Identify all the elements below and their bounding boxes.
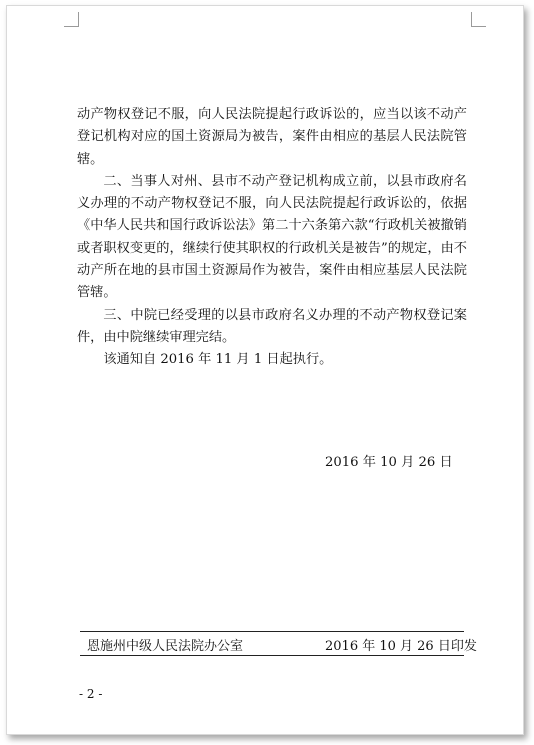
- page-number: - 2 -: [79, 687, 103, 701]
- footer-divider-bottom: [80, 655, 464, 656]
- document-body: [77, 104, 467, 372]
- crop-mark-top-left: [64, 12, 79, 27]
- signature-date: 2016 年 10 月 26 日: [325, 455, 453, 470]
- paragraph-effective-date: 该通知自 2016 年 11 月 1 日起执行。: [103, 352, 333, 368]
- crop-mark-top-right: [471, 12, 486, 27]
- footer-issuer: 恩施州中级人民法院办公室: [87, 639, 244, 654]
- paragraph-continued: 动产物权登记不服，向人民法院提起行政诉讼的，应当以该不动产登记机构对应的国土资源局为被告，案件由相应的基层人民法院管辖。: [77, 107, 467, 167]
- paragraph-item-2: 二、当事人对州、县市不动产登记机构成立前，以县市政府名义办理的不动产物权登记不服，向人民法院提起行政诉讼的，依据《中华人民共和国行政诉讼法》第二十六条第六款“行政机关被撤销或者职权变更的，继续行使其职权的行政机关是被告”的规定，由不动产所在地的县市国土资源局作为被告，案件由相应基层人民法院管辖。: [77, 173, 467, 301]
- footer-divider-top: [80, 631, 464, 632]
- document-page: [6, 5, 524, 735]
- footer-print-date: 2016 年 10 月 26 日印发: [325, 639, 477, 654]
- paragraph-item-3: 三、中院已经受理的以县市政府名义办理的不动产物权登记案件，由中院继续审理完结。: [77, 307, 467, 345]
